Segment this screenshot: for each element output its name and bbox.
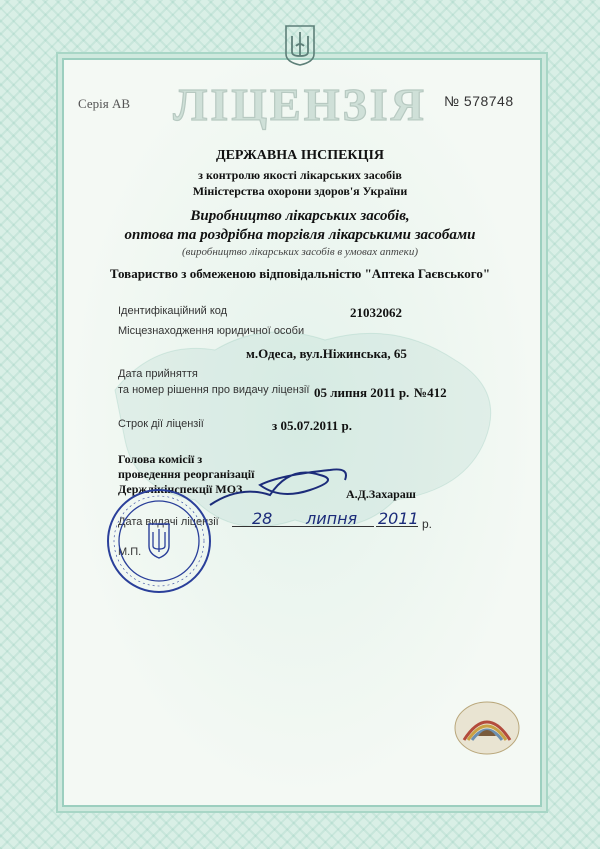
hologram-sticker-icon: [452, 696, 522, 756]
issuer-line-3: Міністерства охорони здоров'я України: [192, 184, 408, 198]
activity-line-2: оптова та роздрібна торгівля лікарськими засобами: [124, 227, 476, 243]
decision-label-1: Дата прийняття: [118, 368, 198, 380]
year-suffix: р.: [422, 517, 433, 531]
signatory-title-1: Голова комісії з: [118, 452, 203, 466]
term-value: з 05.07.2011 р.: [272, 418, 352, 433]
issuer-line-1: ДЕРЖАВНА ІНСПЕКЦІЯ: [215, 148, 385, 163]
activity-note: (виробництво лікарських засобів в умовах аптеки): [182, 246, 418, 258]
issue-month: липня: [306, 509, 358, 528]
decision-date: 05 липня 2011 р.: [314, 385, 410, 400]
location-label: Місцезнаходження юридичної особи: [118, 325, 305, 337]
issuer-line-2: з контролю якості лікарських засобів: [198, 168, 402, 182]
signatory-name: А.Д.Захараш: [346, 487, 416, 501]
signatory-title-3: Держлікінспекції МОЗ: [118, 482, 243, 496]
official-seal-stamp: [104, 486, 214, 596]
issue-date-label: Дата видачі ліцензії: [118, 516, 219, 528]
term-label: Строк дії ліцензії: [118, 418, 204, 430]
decision-number: №412: [414, 385, 447, 400]
license-series: Серія АВ: [78, 96, 130, 111]
signatory-title-2: проведення реорганізації: [118, 467, 255, 481]
handwritten-signature: [200, 455, 360, 515]
trident-emblem-icon: [284, 24, 316, 66]
id-code-label: Ідентифікаційний код: [118, 305, 228, 317]
license-number: № 578748: [444, 93, 514, 109]
license-title: ЛІЦЕНЗІЯ: [173, 79, 427, 130]
issue-year: 2011: [378, 509, 419, 528]
activity-line-1: Виробництво лікарських засобів,: [190, 208, 410, 224]
location-value: м.Одеса, вул.Ніжинська, 65: [246, 346, 407, 361]
seal-label: М.П.: [118, 546, 142, 558]
issue-day: 28: [252, 509, 273, 528]
decision-label-2: та номер рішення про видачу ліцензії: [118, 384, 310, 396]
company-name: Товариство з обмеженою відповідальністю "Аптека Гаєвського": [109, 266, 491, 281]
id-code-value: 21032062: [350, 305, 402, 320]
